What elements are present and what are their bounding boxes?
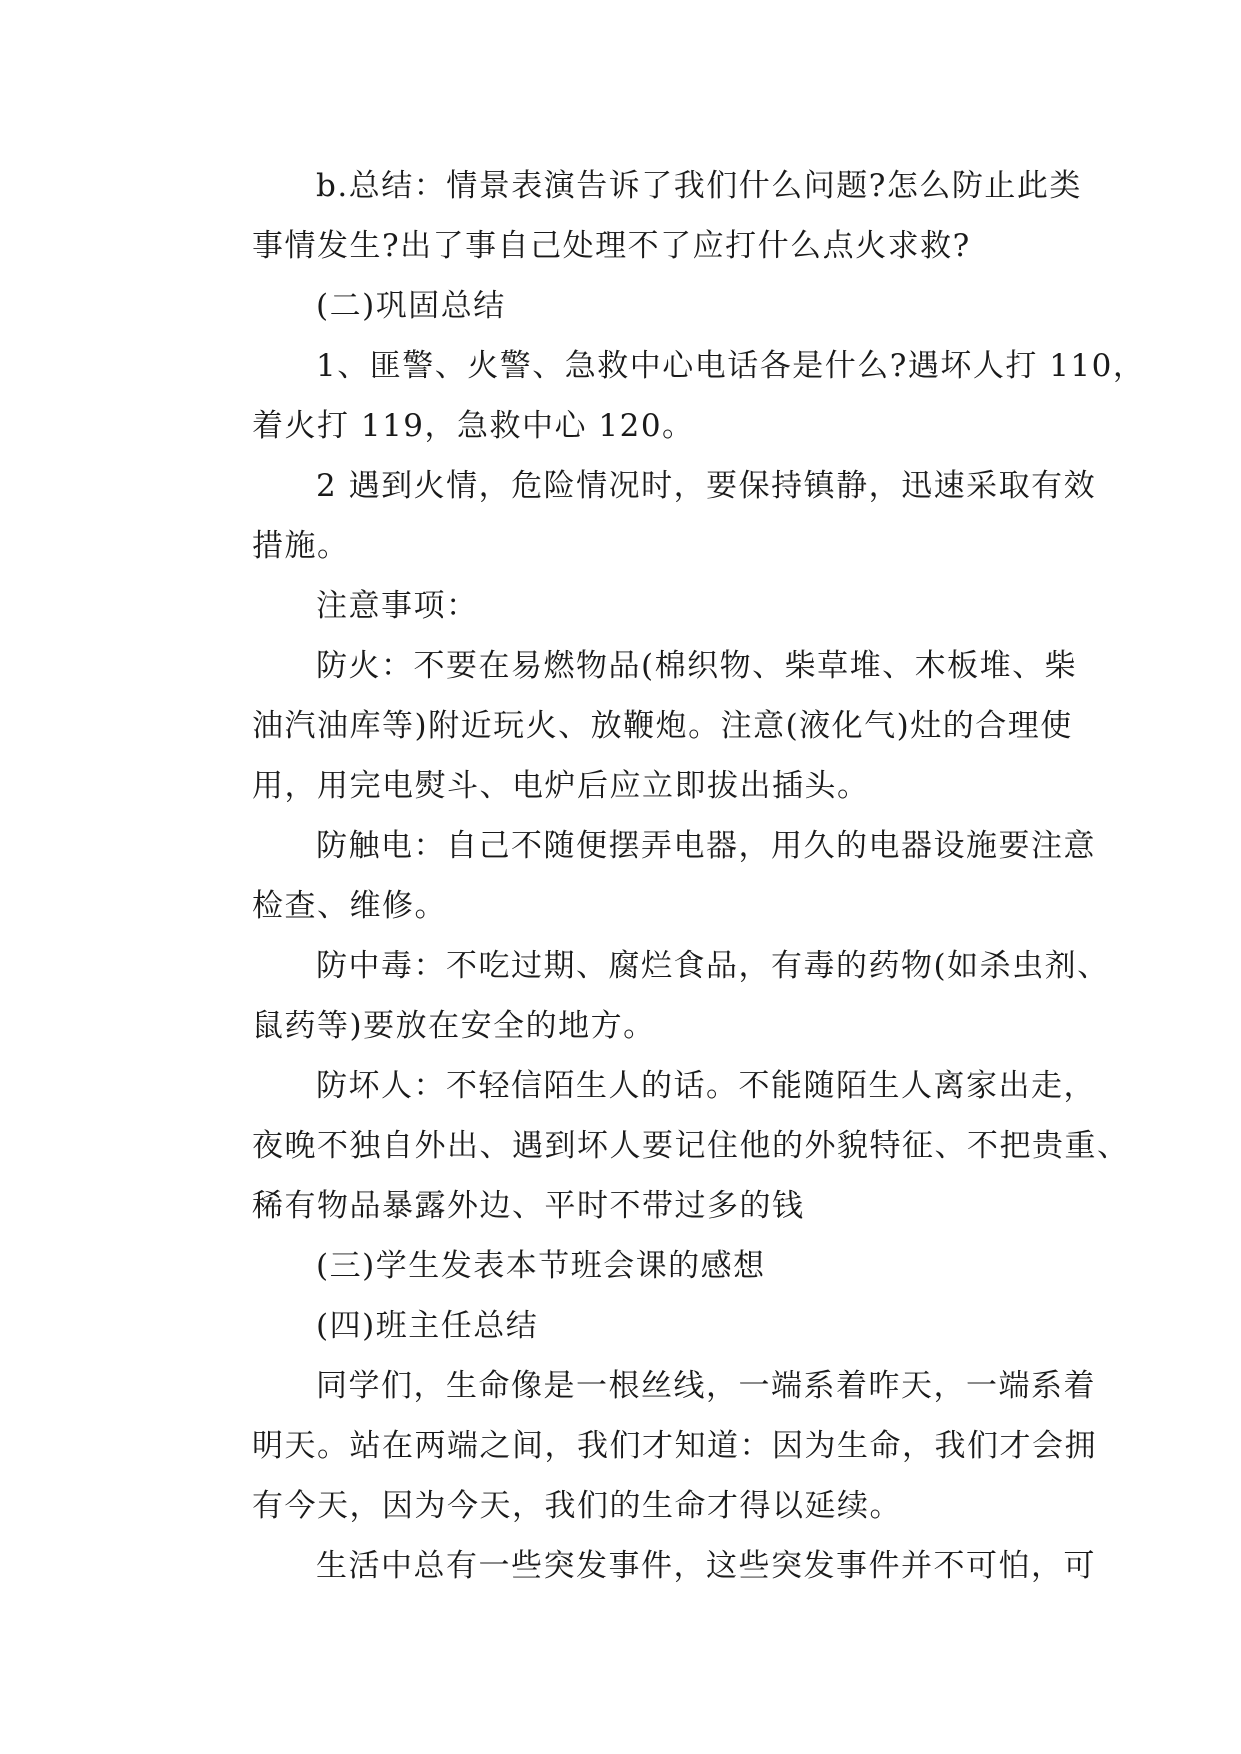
text-line: b.总结：情景表演告诉了我们什么问题?怎么防止此类 — [316, 168, 1082, 204]
document-body — [188, 156, 1146, 1596]
paragraph-life-thread — [188, 1356, 1097, 1536]
section-heading-consolidation — [188, 276, 1054, 336]
text-line: 有今天，因为今天，我们的生命才得以延续。 — [252, 1488, 902, 1524]
text-line: 检查、维修。 — [252, 888, 447, 924]
text-line: (三)学生发表本节班会课的感想 — [316, 1248, 766, 1284]
text-line: 事情发生?出了事自己处理不了应打什么点火求救? — [252, 228, 971, 264]
text-line: 油汽油库等)附近玩火、放鞭炮。注意(液化气)灶的合理使 — [252, 708, 1073, 744]
text-line: 稀有物品暴露外边、平时不带过多的钱 — [252, 1188, 805, 1224]
paragraph-poisoning — [188, 936, 1110, 1056]
section-heading-student-reflections — [188, 1236, 1054, 1296]
text-line: 着火打 119，急救中心 120。 — [252, 408, 695, 444]
text-line: 生活中总有一些突发事件，这些突发事件并不可怕，可 — [316, 1548, 1096, 1584]
paragraph-stay-calm — [188, 456, 1097, 576]
text-line: 明天。站在两端之间，我们才知道：因为生命，我们才会拥 — [252, 1428, 1097, 1464]
paragraph-sudden-events — [188, 1536, 1096, 1596]
text-line: 夜晚不独自外出、遇到坏人要记住他的外貌特征、不把贵重、 — [252, 1128, 1130, 1164]
text-line: 防中毒：不吃过期、腐烂食品，有毒的药物(如杀虫剂、 — [316, 948, 1110, 984]
text-line: 防火：不要在易燃物品(棉织物、柴草堆、木板堆、柴 — [316, 648, 1078, 684]
text-line: 同学们，生命像是一根丝线，一端系着昨天，一端系着 — [316, 1368, 1096, 1404]
paragraph-electric-shock — [188, 816, 1096, 936]
paragraph-strangers — [188, 1056, 1130, 1236]
paragraph-summary-question — [188, 156, 1082, 276]
text-line: 防坏人：不轻信陌生人的话。不能随陌生人离家出走， — [316, 1068, 1096, 1104]
text-line: 2 遇到火情，危险情况时，要保持镇静，迅速采取有效 — [316, 468, 1097, 504]
text-line: 1、匪警、火警、急救中心电话各是什么?遇坏人打 110， — [316, 348, 1146, 384]
paragraph-fire-prevention — [188, 636, 1078, 816]
text-line: 用，用完电熨斗、电炉后应立即拔出插头。 — [252, 768, 870, 804]
section-heading-teacher-summary — [188, 1296, 1054, 1356]
text-line: 鼠药等)要放在安全的地方。 — [252, 1008, 656, 1044]
section-heading-notes — [188, 576, 1054, 636]
text-line: 防触电：自己不随便摆弄电器，用久的电器设施要注意 — [316, 828, 1096, 864]
paragraph-emergency-numbers — [188, 336, 1146, 456]
text-line: 注意事项： — [316, 588, 479, 624]
text-line: (四)班主任总结 — [316, 1308, 539, 1344]
text-line: 措施。 — [252, 528, 350, 564]
text-line: (二)巩固总结 — [316, 288, 506, 324]
